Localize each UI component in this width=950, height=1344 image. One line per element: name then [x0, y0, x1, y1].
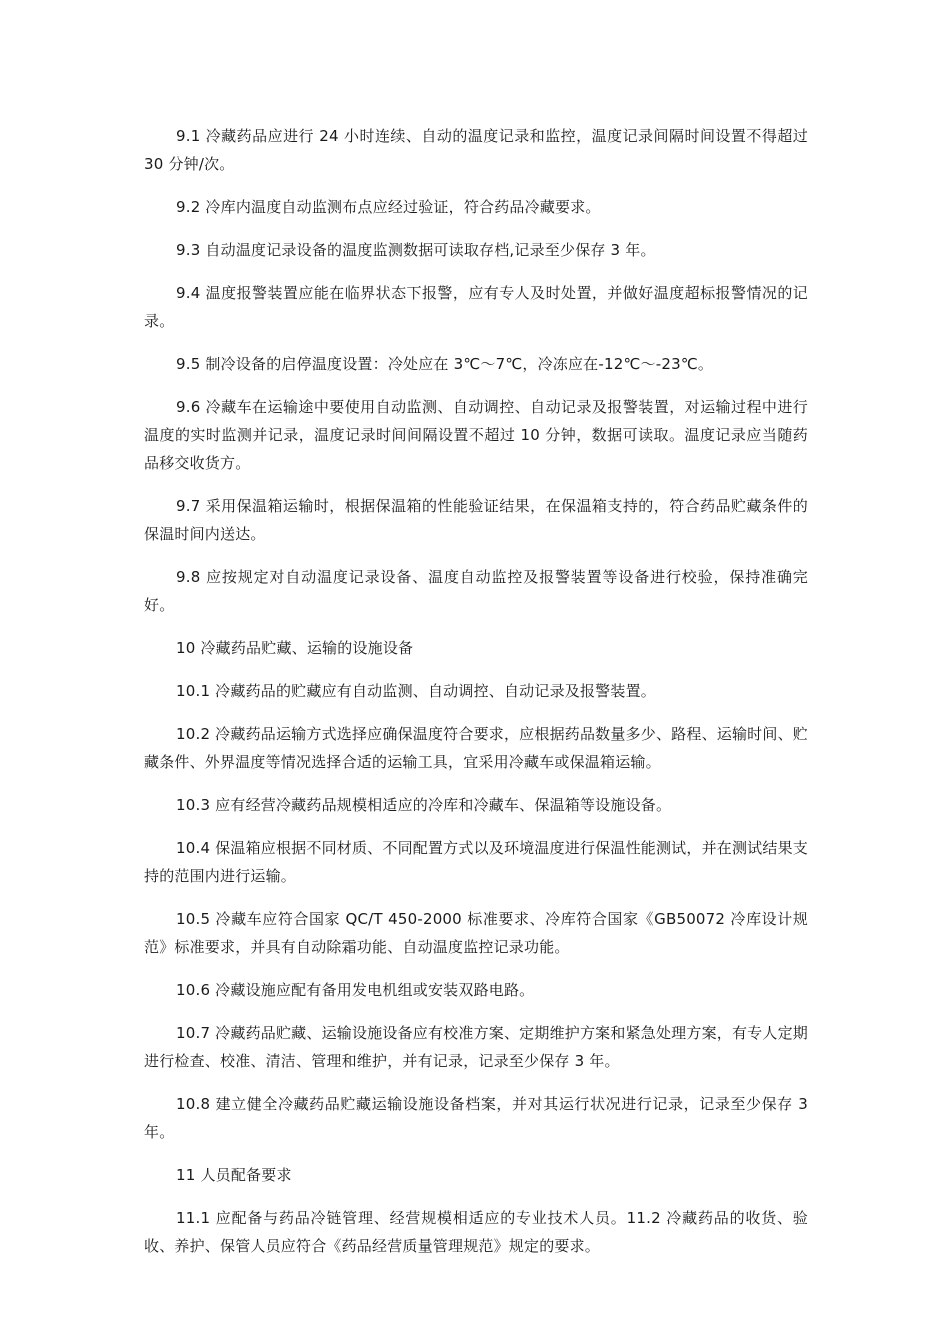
paragraph-10-5: 10.5 冷藏车应符合国家 QC/T 450-2000 标准要求、冷库符合国家《GB50072 冷库设计规范》标准要求，并具有自动除霜功能、自动温度监控记录功能。 — [144, 910, 808, 956]
paragraph-9-3: 9.3 自动温度记录设备的温度监测数据可读取存档,记录至少保存 3 年。 — [176, 241, 656, 259]
paragraph-9-6: 9.6 冷藏车在运输途中要使用自动监测、自动调控、自动记录及报警装置，对运输过程中进行温度的实时监测并记录，温度记录时间间隔设置不超过 10 分钟，数据可读取。温度记录应当随药品移交收货方。 — [144, 398, 808, 472]
paragraph-9-2: 9.2 冷库内温度自动监测布点应经过验证，符合药品冷藏要求。 — [176, 198, 601, 216]
paragraph-9-8: 9.8 应按规定对自动温度记录设备、温度自动监控及报警装置等设备进行校验，保持准确完好。 — [144, 568, 808, 614]
paragraph-10-7: 10.7 冷藏药品贮藏、运输设施设备应有校准方案、定期维护方案和紧急处理方案，有专人定期进行检查、校准、清洁、管理和维护，并有记录，记录至少保存 3 年。 — [144, 1024, 808, 1070]
paragraph-9-4: 9.4 温度报警装置应能在临界状态下报警，应有专人及时处置，并做好温度超标报警情况的记录。 — [144, 284, 808, 330]
paragraph-10-2: 10.2 冷藏药品运输方式选择应确保温度符合要求，应根据药品数量多少、路程、运输时间、贮藏条件、外界温度等情况选择合适的运输工具，宜采用冷藏车或保温箱运输。 — [144, 725, 808, 771]
paragraph-10-8: 10.8 建立健全冷藏药品贮藏运输设施设备档案，并对其运行状况进行记录，记录至少保存 3 年。 — [144, 1095, 808, 1141]
section-heading-11: 11 人员配备要求 — [176, 1166, 292, 1184]
paragraph-10-3: 10.3 应有经营冷藏药品规模相适应的冷库和冷藏车、保温箱等设施设备。 — [176, 796, 672, 814]
paragraph-9-7: 9.7 采用保温箱运输时，根据保温箱的性能验证结果，在保温箱支持的，符合药品贮藏条件的保温时间内送达。 — [144, 497, 808, 543]
document-body — [144, 122, 808, 1275]
section-heading-10: 10 冷藏药品贮藏、运输的设施设备 — [176, 639, 414, 657]
paragraph-9-5: 9.5 制冷设备的启停温度设置：冷处应在 3℃～7℃，冷冻应在-12℃～-23℃。 — [176, 355, 714, 373]
paragraph-9-1: 9.1 冷藏药品应进行 24 小时连续、自动的温度记录和监控，温度记录间隔时间设置不得超过 30 分钟/次。 — [144, 127, 808, 173]
paragraph-10-4: 10.4 保温箱应根据不同材质、不同配置方式以及环境温度进行保温性能测试，并在测试结果支持的范围内进行运输。 — [144, 839, 808, 885]
paragraph-10-6: 10.6 冷藏设施应配有备用发电机组或安装双路电路。 — [176, 981, 535, 999]
paragraph-11-1: 11.1 应配备与药品冷链管理、经营规模相适应的专业技术人员。11.2 冷藏药品的收货、验收、养护、保管人员应符合《药品经营质量管理规范》规定的要求。 — [144, 1209, 808, 1255]
paragraph-10-1: 10.1 冷藏药品的贮藏应有自动监测、自动调控、自动记录及报警装置。 — [176, 682, 656, 700]
